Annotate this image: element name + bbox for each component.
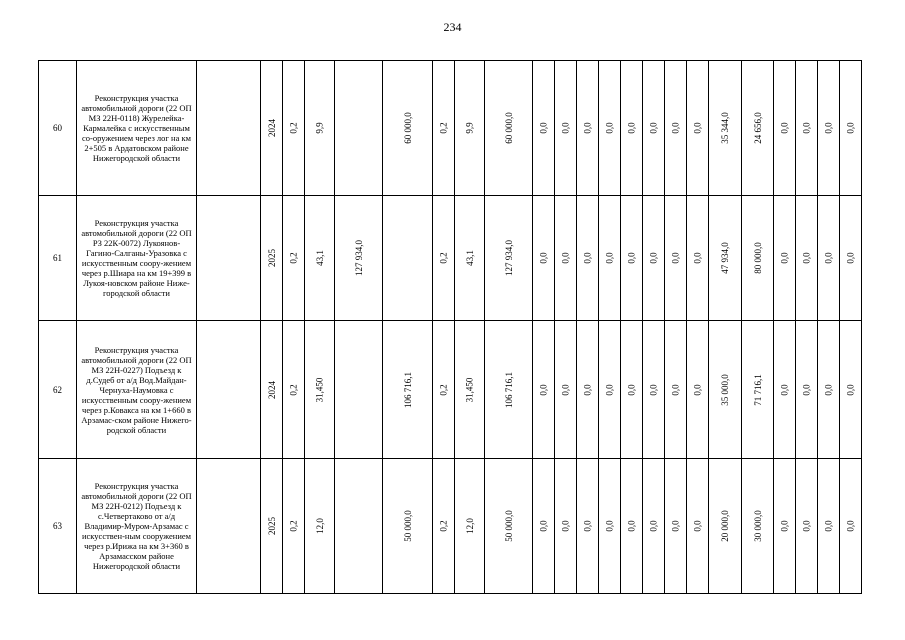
value-cell xyxy=(383,196,433,321)
table-row xyxy=(39,321,862,459)
page-number: 234 xyxy=(443,20,462,34)
value-cell: 35 344,0 xyxy=(709,61,742,196)
zero-cell: 0,0 xyxy=(818,61,840,196)
value-cell: 43,1 xyxy=(455,196,485,321)
empty-cell xyxy=(197,459,261,594)
zero-cell: 0,0 xyxy=(665,321,687,459)
zero-cell: 0,0 xyxy=(840,321,862,459)
value-cell: 9,9 xyxy=(305,61,335,196)
row-number: 63 xyxy=(39,459,77,594)
zero-cell: 0,0 xyxy=(599,459,621,594)
zero-cell: 0,0 xyxy=(577,321,599,459)
zero-cell: 0,0 xyxy=(599,321,621,459)
zero-cell: 0,0 xyxy=(796,196,818,321)
zero-cell: 0,0 xyxy=(774,321,796,459)
row-number: 61 xyxy=(39,196,77,321)
zero-cell: 0,0 xyxy=(687,321,709,459)
value-cell: 50 000,0 xyxy=(383,459,433,594)
zero-cell: 0,0 xyxy=(687,196,709,321)
value-cell: 71 716,1 xyxy=(741,321,774,459)
empty-cell xyxy=(197,196,261,321)
road-name: Реконструкция участка автомобильной дороги (22 ОП МЗ 22Н-0227) Подъезд к д.Судеб от а/д Вод.Майдан-Чернуха-Наумовка с искусственным соору-жением через р.Ковакса на км 1+660 в Арзамас-ском районе Нижего-родской области xyxy=(77,321,197,459)
value-cell: 31,450 xyxy=(455,321,485,459)
value-cell: 127 934,0 xyxy=(485,196,533,321)
zero-cell: 0,0 xyxy=(577,61,599,196)
value-cell: 35 000,0 xyxy=(709,321,742,459)
row-number: 60 xyxy=(39,61,77,196)
zero-cell: 0,0 xyxy=(555,321,577,459)
value-cell: 50 000,0 xyxy=(485,459,533,594)
row-number: 62 xyxy=(39,321,77,459)
zero-cell: 0,0 xyxy=(818,196,840,321)
value-cell: 47 934,0 xyxy=(709,196,742,321)
value-cell xyxy=(335,61,383,196)
value-cell: 12,0 xyxy=(305,459,335,594)
zero-cell: 0,0 xyxy=(840,196,862,321)
zero-cell: 0,0 xyxy=(796,321,818,459)
zero-cell: 0,0 xyxy=(577,196,599,321)
value-cell: 12,0 xyxy=(455,459,485,594)
value-cell: 60 000,0 xyxy=(485,61,533,196)
value-cell: 0,2 xyxy=(283,459,305,594)
zero-cell: 0,0 xyxy=(621,321,643,459)
zero-cell: 0,0 xyxy=(818,321,840,459)
value-cell: 0,2 xyxy=(433,321,455,459)
zero-cell: 0,0 xyxy=(643,61,665,196)
zero-cell: 0,0 xyxy=(665,196,687,321)
year-cell: 2025 xyxy=(261,196,283,321)
zero-cell: 0,0 xyxy=(599,196,621,321)
value-cell: 9,9 xyxy=(455,61,485,196)
value-cell xyxy=(335,459,383,594)
value-cell: 0,2 xyxy=(283,196,305,321)
value-cell: 43,1 xyxy=(305,196,335,321)
zero-cell: 0,0 xyxy=(533,321,555,459)
table-row xyxy=(39,459,862,594)
zero-cell: 0,0 xyxy=(665,61,687,196)
zero-cell: 0,0 xyxy=(687,459,709,594)
zero-cell: 0,0 xyxy=(621,61,643,196)
zero-cell: 0,0 xyxy=(621,459,643,594)
value-cell: 60 000,0 xyxy=(383,61,433,196)
empty-cell xyxy=(197,61,261,196)
value-cell: 0,2 xyxy=(433,459,455,594)
value-cell: 0,2 xyxy=(283,61,305,196)
value-cell: 0,2 xyxy=(283,321,305,459)
year-cell: 2024 xyxy=(261,321,283,459)
zero-cell: 0,0 xyxy=(577,459,599,594)
roads-table xyxy=(38,60,862,594)
zero-cell: 0,0 xyxy=(555,459,577,594)
year-cell: 2024 xyxy=(261,61,283,196)
zero-cell: 0,0 xyxy=(621,196,643,321)
zero-cell: 0,0 xyxy=(687,61,709,196)
zero-cell: 0,0 xyxy=(774,61,796,196)
table-row xyxy=(39,196,862,321)
zero-cell: 0,0 xyxy=(665,459,687,594)
zero-cell: 0,0 xyxy=(533,196,555,321)
zero-cell: 0,0 xyxy=(643,196,665,321)
zero-cell: 0,0 xyxy=(599,61,621,196)
zero-cell: 0,0 xyxy=(533,459,555,594)
zero-cell: 0,0 xyxy=(840,459,862,594)
value-cell xyxy=(335,321,383,459)
road-name: Реконструкция участка автомобильной дороги (22 ОП МЗ 22Н-0118) Журелейка-Кармалейка с искусственным со-оружением через лог на км 2+505 в Ардатовском районе Нижегородской области xyxy=(77,61,197,196)
value-cell: 30 000,0 xyxy=(741,459,774,594)
value-cell: 20 000,0 xyxy=(709,459,742,594)
zero-cell: 0,0 xyxy=(840,61,862,196)
empty-cell xyxy=(197,321,261,459)
value-cell: 127 934,0 xyxy=(335,196,383,321)
value-cell: 0,2 xyxy=(433,196,455,321)
table-row xyxy=(39,61,862,196)
zero-cell: 0,0 xyxy=(555,61,577,196)
road-name: Реконструкция участка автомобильной дороги (22 ОП РЗ 22К-0072) Лукоянов-Гагино-Салганы-Уразовка с искусственным соору-жением через р.Шиара на км 19+399 в Лукоя-новском районе Ниже-городской области xyxy=(77,196,197,321)
zero-cell: 0,0 xyxy=(796,61,818,196)
zero-cell: 0,0 xyxy=(796,459,818,594)
zero-cell: 0,0 xyxy=(643,321,665,459)
zero-cell: 0,0 xyxy=(533,61,555,196)
value-cell: 24 656,0 xyxy=(741,61,774,196)
value-cell: 31,450 xyxy=(305,321,335,459)
value-cell: 106 716,1 xyxy=(485,321,533,459)
zero-cell: 0,0 xyxy=(818,459,840,594)
zero-cell: 0,0 xyxy=(643,459,665,594)
zero-cell: 0,0 xyxy=(555,196,577,321)
zero-cell: 0,0 xyxy=(774,459,796,594)
value-cell: 0,2 xyxy=(433,61,455,196)
value-cell: 80 000,0 xyxy=(741,196,774,321)
road-name: Реконструкция участка автомобильной дороги (22 ОП МЗ 22Н-0212) Подъезд к с.Четвертаково от а/д Владимир-Муром-Арзамас с искусствен-ным сооружением через р.Ирижа на км 3+360 в Арзамасском районе Нижегородской области xyxy=(77,459,197,594)
zero-cell: 0,0 xyxy=(774,196,796,321)
value-cell: 106 716,1 xyxy=(383,321,433,459)
year-cell: 2025 xyxy=(261,459,283,594)
